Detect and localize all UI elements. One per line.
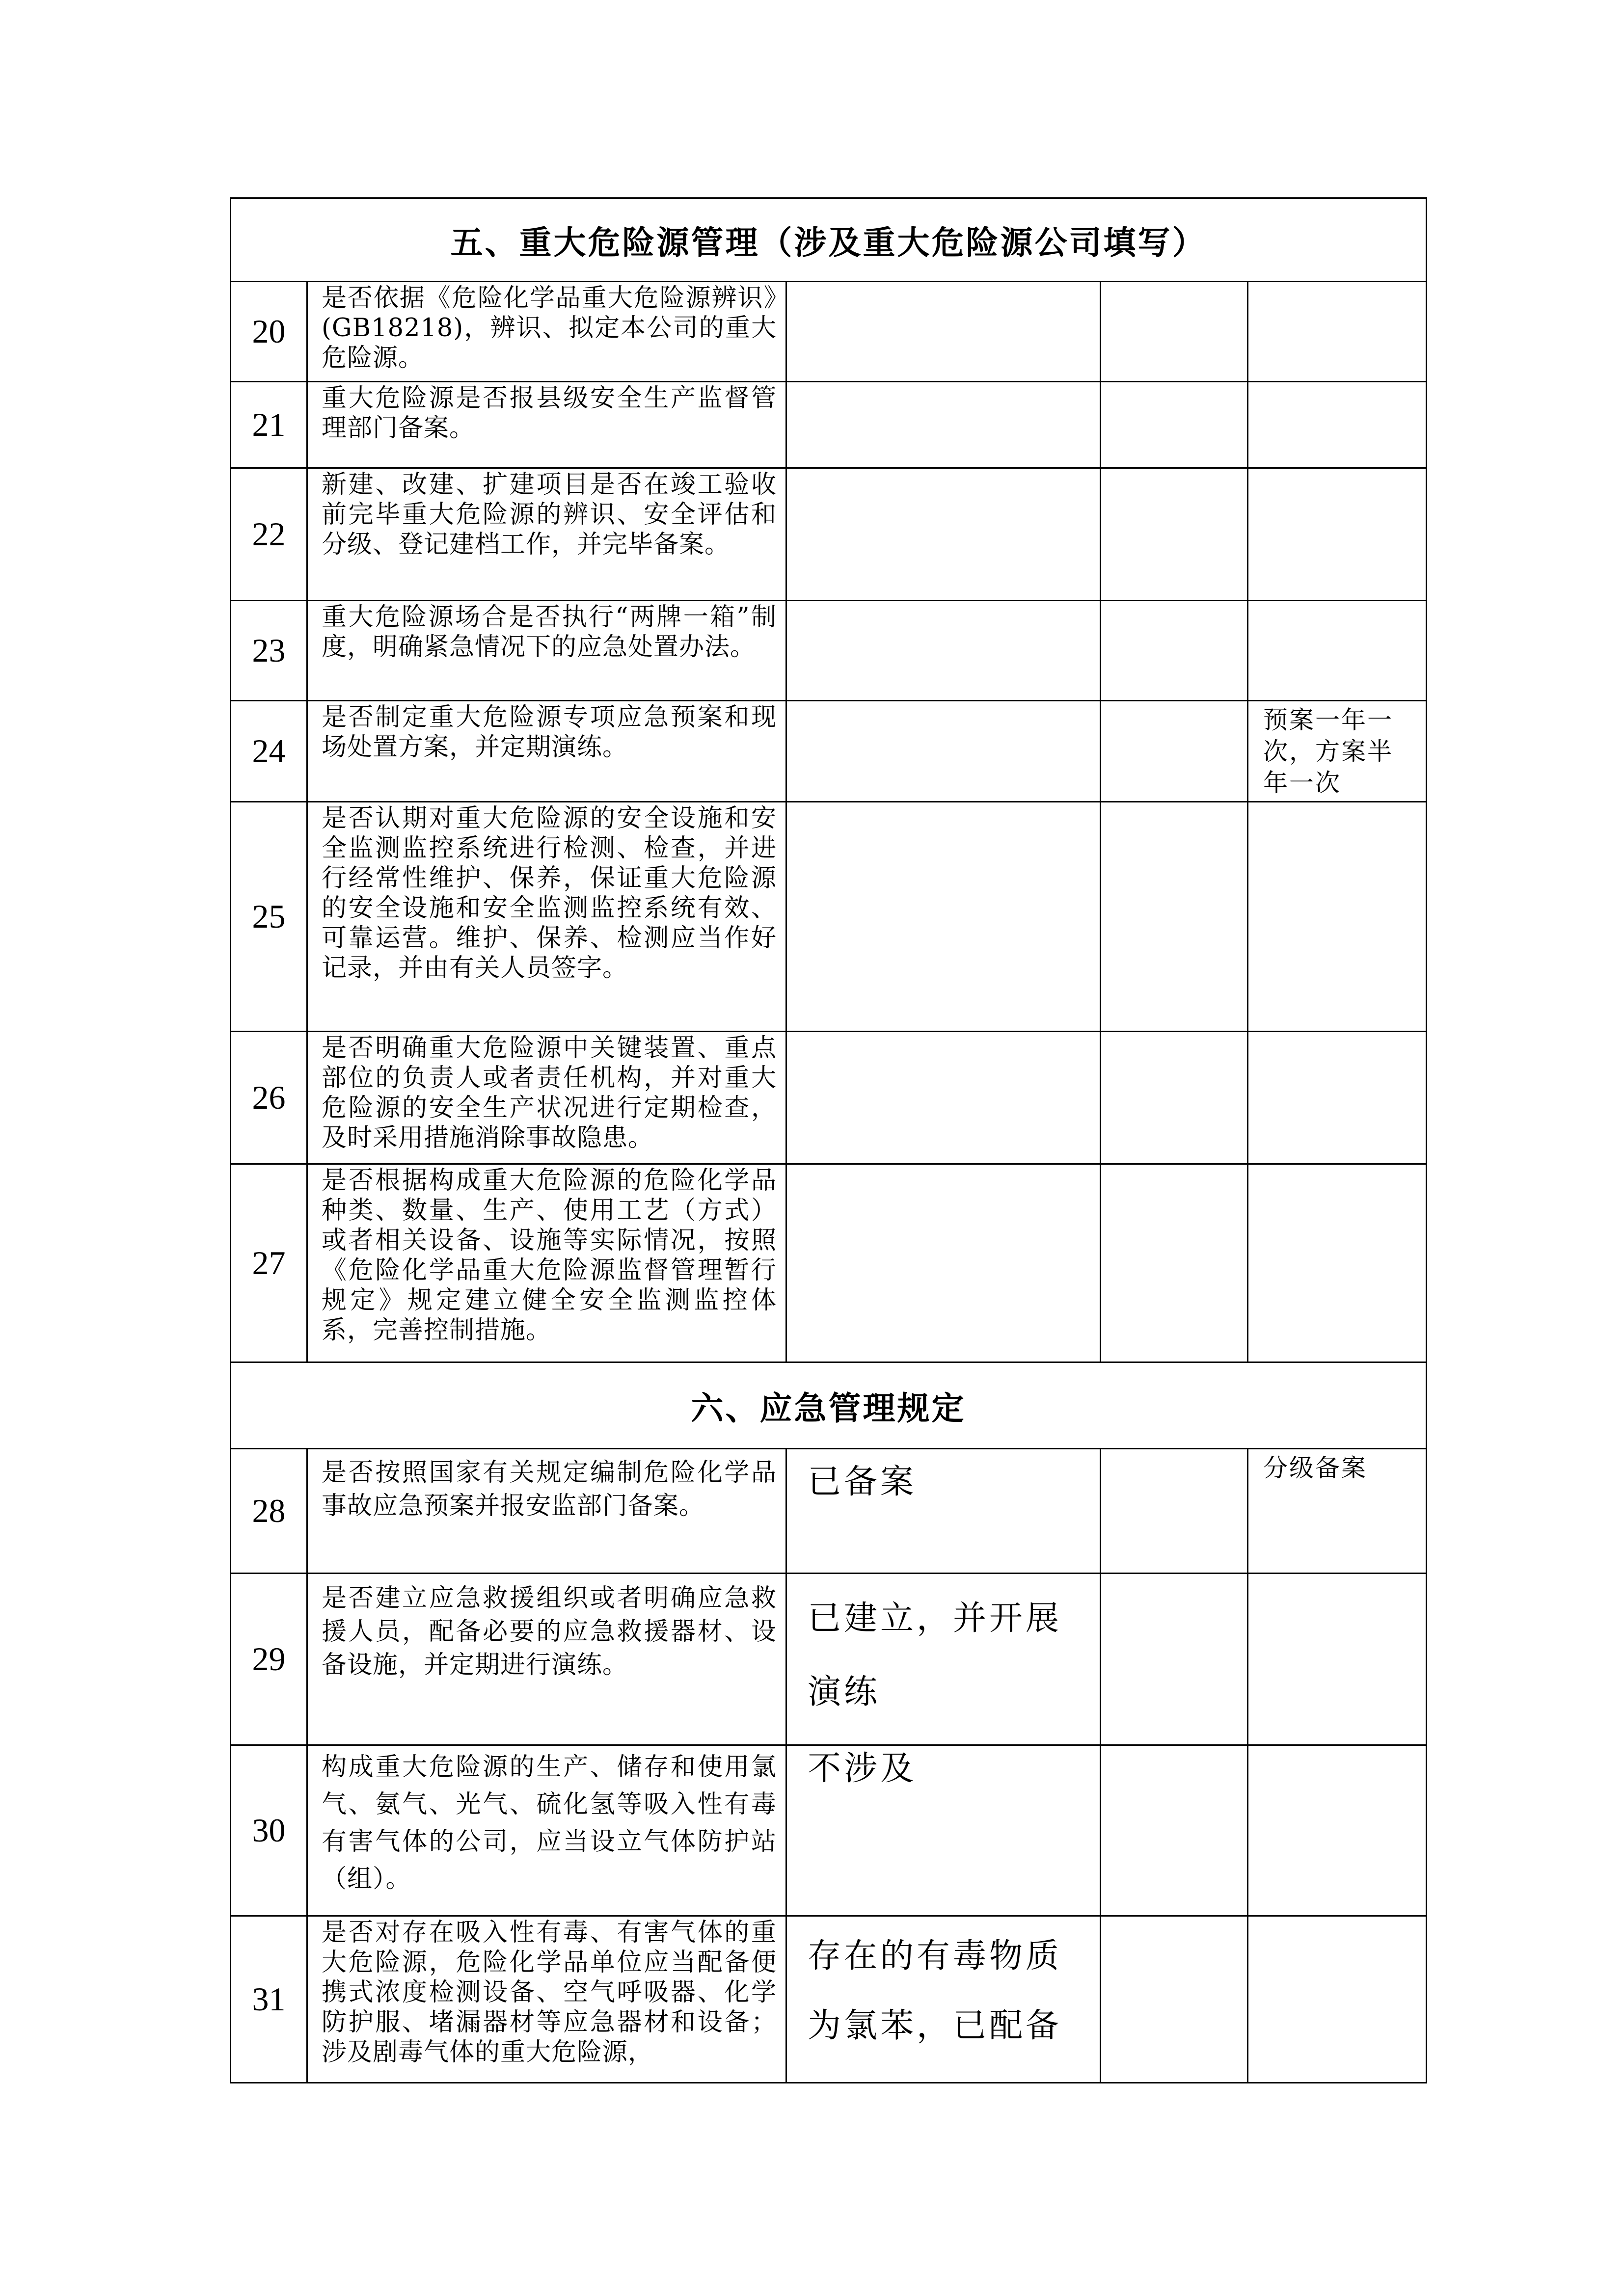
table-row bbox=[231, 1164, 1427, 1362]
result-cell bbox=[786, 1164, 1101, 1362]
row-number: 30 bbox=[231, 1745, 307, 1916]
result-cell: 已备案 bbox=[786, 1449, 1101, 1574]
note-cell bbox=[1248, 1916, 1427, 2083]
table-row bbox=[231, 1916, 1427, 2083]
check-item: 是否认期对重大危险源的安全设施和安全监测监控系统进行检测、检查，并进行经常性维护、保养，保证重大危险源的安全设施和安全监测监控系统有效、可靠运营。维护、保养、检测应当作好记录，并由有关人员签字。 bbox=[307, 802, 786, 1032]
row-number: 25 bbox=[231, 802, 307, 1032]
row-number: 22 bbox=[231, 468, 307, 601]
check-item: 构成重大危险源的生产、储存和使用氯气、氨气、光气、硫化氢等吸入性有毒有害气体的公司，应当设立气体防护站（组）。 bbox=[307, 1745, 786, 1916]
blank-cell bbox=[1101, 382, 1248, 468]
check-item: 新建、改建、扩建项目是否在竣工验收前完毕重大危险源的辨识、安全评估和分级、登记建档工作，并完毕备案。 bbox=[307, 468, 786, 601]
check-item: 是否明确重大危险源中关键装置、重点部位的负责人或者责任机构，并对重大危险源的安全生产状况进行定期检查，及时采用措施消除事故隐患。 bbox=[307, 1032, 786, 1164]
section-header-row bbox=[231, 198, 1427, 282]
blank-cell bbox=[1101, 1164, 1248, 1362]
blank-cell bbox=[1101, 1449, 1248, 1574]
check-item: 重大危险源是否报县级安全生产监督管理部门备案。 bbox=[307, 382, 786, 468]
check-item: 重大危险源场合是否执行“两牌一箱”制度，明确紧急情况下的应急处置办法。 bbox=[307, 601, 786, 701]
blank-cell bbox=[1101, 1032, 1248, 1164]
table-row bbox=[231, 601, 1427, 701]
check-item: 是否制定重大危险源专项应急预案和现场处置方案，并定期演练。 bbox=[307, 701, 786, 802]
result-cell: 存在的有毒物质为氯苯，已配备 bbox=[786, 1916, 1101, 2083]
note-cell bbox=[1248, 1745, 1427, 1916]
check-item: 是否依据《危险化学品重大危险源辨识》(GB18218)，辨识、拟定本公司的重大危险源。 bbox=[307, 282, 786, 382]
note-cell bbox=[1248, 282, 1427, 382]
section-title: 六、应急管理规定 bbox=[231, 1362, 1427, 1449]
row-number: 20 bbox=[231, 282, 307, 382]
note-cell bbox=[1248, 601, 1427, 701]
row-number: 21 bbox=[231, 382, 307, 468]
row-number: 27 bbox=[231, 1164, 307, 1362]
table-row bbox=[231, 802, 1427, 1032]
table-row bbox=[231, 382, 1427, 468]
check-item: 是否根据构成重大危险源的危险化学品种类、数量、生产、使用工艺（方式）或者相关设备、设施等实际情况，按照《危险化学品重大危险源监督管理暂行规定》规定建立健全安全监测监控体系，完善控制措施。 bbox=[307, 1164, 786, 1362]
table-row bbox=[231, 1745, 1427, 1916]
result-cell bbox=[786, 1032, 1101, 1164]
check-item: 是否对存在吸入性有毒、有害气体的重大危险源，危险化学品单位应当配备便携式浓度检测设备、空气呼吸器、化学防护服、堵漏器材等应急器材和设备；涉及剧毒气体的重大危险源， bbox=[307, 1916, 786, 2083]
result-cell bbox=[786, 701, 1101, 802]
section-header-row bbox=[231, 1362, 1427, 1449]
result-cell bbox=[786, 468, 1101, 601]
blank-cell bbox=[1101, 1916, 1248, 2083]
blank-cell bbox=[1101, 468, 1248, 601]
result-cell bbox=[786, 382, 1101, 468]
note-cell bbox=[1248, 468, 1427, 601]
note-cell bbox=[1248, 1574, 1427, 1745]
result-cell: 已建立，并开展演练 bbox=[786, 1574, 1101, 1745]
result-cell: 不涉及 bbox=[786, 1745, 1101, 1916]
blank-cell bbox=[1101, 1574, 1248, 1745]
row-number: 29 bbox=[231, 1574, 307, 1745]
note-cell: 分级备案 bbox=[1248, 1449, 1427, 1574]
note-cell bbox=[1248, 1032, 1427, 1164]
table-row bbox=[231, 1449, 1427, 1574]
note-cell bbox=[1248, 802, 1427, 1032]
result-cell bbox=[786, 601, 1101, 701]
blank-cell bbox=[1101, 1745, 1248, 1916]
blank-cell bbox=[1101, 701, 1248, 802]
note-cell bbox=[1248, 1164, 1427, 1362]
table-row bbox=[231, 468, 1427, 601]
blank-cell bbox=[1101, 282, 1248, 382]
row-number: 28 bbox=[231, 1449, 307, 1574]
row-number: 26 bbox=[231, 1032, 307, 1164]
blank-cell bbox=[1101, 802, 1248, 1032]
note-cell bbox=[1248, 382, 1427, 468]
row-number: 24 bbox=[231, 701, 307, 802]
row-number: 31 bbox=[231, 1916, 307, 2083]
check-item: 是否建立应急救援组织或者明确应急救援人员，配备必要的应急救援器材、设备设施，并定期进行演练。 bbox=[307, 1574, 786, 1745]
note-cell: 预案一年一次，方案半年一次 bbox=[1248, 701, 1427, 802]
blank-cell bbox=[1101, 601, 1248, 701]
table-row bbox=[231, 1574, 1427, 1745]
table-row bbox=[231, 282, 1427, 382]
check-item: 是否按照国家有关规定编制危险化学品事故应急预案并报安监部门备案。 bbox=[307, 1449, 786, 1574]
row-number: 23 bbox=[231, 601, 307, 701]
table-row bbox=[231, 701, 1427, 802]
result-cell bbox=[786, 802, 1101, 1032]
section-title: 五、重大危险源管理（涉及重大危险源公司填写） bbox=[231, 198, 1427, 282]
table-row bbox=[231, 1032, 1427, 1164]
result-cell bbox=[786, 282, 1101, 382]
inspection-table bbox=[230, 197, 1427, 2083]
